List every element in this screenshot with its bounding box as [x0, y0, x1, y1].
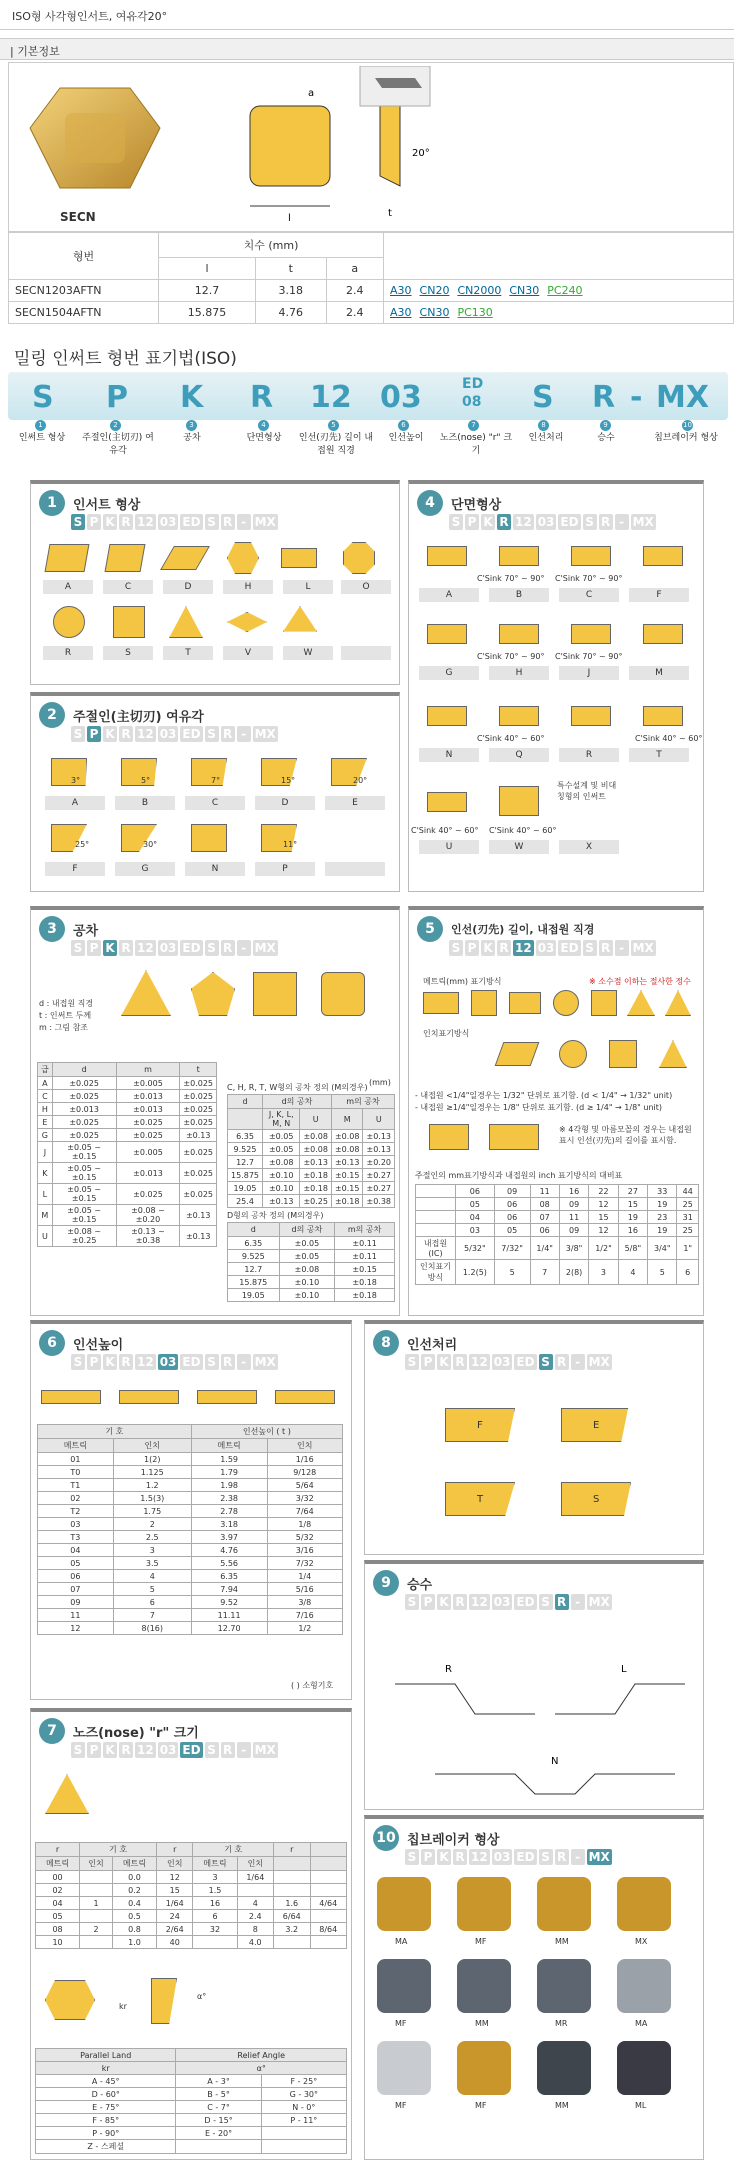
grade-link[interactable]: PC130: [457, 306, 493, 319]
panel-insert-shape: [30, 480, 400, 685]
panel-tolerance: 3 공차 S P K R 12 03 ED S R - MX d : 내접원 직경 t : 인써트 두께 m : 그림 참조 (mm) 급 d m t A ±0.025 ±0.005 ±0.025 C ±0.025 ±0.013 ±0.025 H ±0.013 ±0.013 ±0.025 E ±0.025 ±0.025 ±0.025 G ±0.025 ±0.025 ±0.13 J ±0.05 ~ ±0.15 ±0.005 ±0.025 K ±0.05 ~ ±0.15 ±0.013 ±0.025 L ±0.05 ~ ±0.15 ±0.025 ±0.025 M ±0.05 ~ ±0.15 ±0.08 ~ ±0.20 ±0.13 U ±0.08 ~ ±0.25 ±0.13 ~ ±0.38 ±0.13 C, H, R, T, W형의 공차 정의 (M의경우) d d의 공차 m의 공차 J, K, L, M, N U M U 6.35 ±0.05 ±0.08 ±0.08 ±0.13 9.525 ±0.05 ±0.08 ±0.08 ±0.13 12.7 ±0.08 ±0.13 ±0.13 ±0.20 15.875 ±0.10 ±0.18 ±0.15 ±0.27 19.05 ±0.10 ±0.18 ±0.15 ±0.27 25.4 ±0.13 ±0.25 ±0.18 ±0.38 D형의 공차 정의 (M의경우) d d의 공차 m의 공차 6.35 ±0.05 ±0.11 9.525 ±0.05 ±0.11 12.7 ±0.08 ±0.15 15.875 ±0.10 ±0.18 19.05 ±0.10 ±0.18: [30, 906, 400, 1316]
panel-edge-height: 6 인선높이 S P K R 12 03 ED S R - MX 기 호 인선높이 ( t ) 메트릭 인치 메트릭 인치 01 1(2) 1.59 1/16 T0 1.125 1.79 9/128 T1 1.2 1.98 5/64 02 1.5(3) 2.38 3/32 T2 1.75 2.78 7/64 03 2 3.18 1/8 T3 2.5 3.97 5/32 04 3 4.76 3/16 05 3.5 5.56 7/32 06 4 6.35 1/4 07 5 7.94 5/16 09 6 9.52 3/8 11 7 11.11 7/16 12 8(16) 12.70 1/2 ( ) 소형기호: [30, 1320, 352, 1700]
chipbreaker-image: [457, 1959, 511, 2013]
col-type: 형번: [9, 233, 159, 280]
step-dot: 9: [600, 420, 611, 431]
nose-radius-table: r 기 호 r 기 호 r 메트릭 인치 메트릭 인치 메트릭 인치 00 0.0 12 3 1/64 02 0.2 15 1.5 04 1 0.4 1/64 16 4 1.6 4/64 05 0.5 24 6 2.4 6/64 08 2 0.8 2/64 32 8 3.2 8/64 10 1.0 40 4.0: [35, 1842, 347, 1949]
shape-r: [53, 606, 85, 638]
shape-label: H: [223, 580, 273, 594]
chipbreaker-image: [377, 1959, 431, 2013]
code-letter: 08: [462, 394, 482, 410]
panel-nose-radius: 7 노즈(nose) "r" 크기 S P K R 12 03 ED S R - MX r 기 호 r 기 호 r 메트릭 인치 메트릭 인치 메트릭 인치 00 0.0 12 3 1/64 02 0.2 15 1.5 04 1 0.4 1/64 16 4 1.6 4/64 05 0.5 24 6 2.4 6/64 08 2 0.8 2/64 32 8 3.2 8/64 10 1.0 40 4.0 kr α° Parallel Land Relief Angle kr α° A - 45° A - 3° F - 25° D - 60° B - 5° G - 30° E - 75° C - 7° N - 0° F - 85° D - 15° P - 11° P - 90° E - 20° Z - 스페셜: [30, 1708, 352, 2160]
col-a: a: [326, 258, 383, 280]
code-letter: MX: [656, 380, 709, 415]
hand-label: R: [445, 1664, 452, 1675]
shape-label: L: [283, 580, 333, 594]
panel-number: 1: [39, 490, 65, 516]
chipbreaker-image: [617, 2041, 671, 2095]
panel-number: 2: [39, 702, 65, 728]
code-chips: S P K R 12 03 ED S R - MX: [71, 514, 278, 530]
shape-a: [45, 544, 90, 572]
code-letter: 12: [310, 380, 352, 415]
chipbreaker-image: [457, 1877, 511, 1931]
dim-t-label: t: [388, 208, 392, 219]
product-name: SECN: [60, 210, 96, 224]
step-dot: 6: [398, 420, 409, 431]
chipbreaker-image: [537, 1959, 591, 2013]
code-label: 승수: [597, 433, 615, 443]
shape-w: [283, 606, 317, 638]
code-letter: P: [106, 380, 128, 415]
col-dim: 치수 (mm): [159, 233, 384, 258]
code-label: 공차: [183, 433, 201, 443]
dimension-drawing: [200, 66, 720, 236]
step-dot: 7: [468, 420, 479, 431]
chipbreaker-image: [377, 1877, 431, 1931]
tolerance-table: 급 d m t A ±0.025 ±0.005 ±0.025 C ±0.025 ±0.013 ±0.025 H ±0.013 ±0.013 ±0.025 E ±0.025 ±0.025 ±0.025 G ±0.025 ±0.025 ±0.13 J ±0.05 ~ ±0.15 ±0.005 ±0.025 K ±0.05 ~ ±0.15 ±0.013 ±0.025 L ±0.05 ~ ±0.15 ±0.025 ±0.025 M ±0.05 ~ ±0.15 ±0.08 ~ ±0.20 ±0.13 U ±0.08 ~ ±0.25 ±0.13 ~ ±0.38 ±0.13: [37, 1062, 217, 1247]
panel-hand: 9 승수 S P K R 12 03 ED S R - MX R L N: [364, 1560, 704, 1810]
insert-image: [20, 68, 170, 208]
dim-angle-label: 20°: [412, 148, 430, 159]
chipbreaker-image: [617, 1959, 671, 2013]
step-dot: 8: [538, 420, 549, 431]
panel-clearance-angle: 2 주절인(主切刃) 여유각 S P K R 12 03 ED S R - MX 3° 5° 7° 15° 20° A B C D E 25° 30° 11° F G N P: [30, 692, 400, 892]
code-label: 인선높이: [388, 433, 424, 443]
code-label: 노즈(nose) "r" 크기: [439, 433, 513, 456]
panel-edge-length: 5 인선(刃先) 길이, 내접원 직경 S P K R 12 03 ED S R - MX 메트릭(mm) 표기방식 ※ 소수점 이하는 절사한 정수 인치표기방식 - 내접원 <1/4"일경우는 1/32" 단위로 표기함. (d < 1/4" → 1/32" unit) - 내접원 ≥1/4"일경우는 1/8" 단위로 표기함. (d ≥ 1/4" → 1/8" unit) ※ 4각형 및 마름모꼴의 경우는 내접원 표시 인선(刃先)의 길이를 표시함. 주절인의 mm표기방식과 내접원의 inch 표기방식의 대비표 06 09 11 16 22 27 33 44 05 06 08 09 12 15 19 25 04 06 07 11 15 19 23 31 03 05 06 09 12 16 19 25 내접원(IC) 5/32" 7/32" 1/4" 3/8" 1/2" 5/8" 3/4" 1" 인치표기방식 1.2(5) 5 7 2(8) 3 4 5 6: [408, 906, 704, 1316]
grade-link[interactable]: A30: [390, 284, 412, 297]
step-dot: 2: [110, 420, 121, 431]
panel-edge-prep: 8 인선처리 S P K R 12 03 ED S R - MX F E T S: [364, 1320, 704, 1555]
code-label: 인선처리: [528, 433, 564, 443]
chipbreaker-image: [377, 2041, 431, 2095]
shape-label: S: [103, 646, 153, 660]
panel-title: 주절인(主切刃) 여유각: [73, 709, 204, 725]
code-letter: -: [630, 380, 643, 415]
iso-title: 밀링 인써트 형번 표기법(ISO): [14, 349, 237, 369]
shape-d: [160, 546, 210, 570]
panel-chipbreaker: 10 칩브레이커 형상 S P K R 12 03 ED S R - MX MA MF MM MX MF MM MR MA MF MF MM ML: [364, 1815, 704, 2160]
code-letter: R: [250, 380, 274, 415]
shape-o: [343, 542, 375, 574]
code-label: 주절인(主切刃) 여유각: [82, 433, 154, 456]
code-label: 인써트 형상: [18, 433, 66, 443]
code-letter: 03: [380, 380, 422, 415]
panel-title: 인서트 형상: [73, 497, 141, 513]
step-dot: 4: [258, 420, 269, 431]
shape-l: [281, 548, 317, 568]
edge-length-table: 06 09 11 16 22 27 33 44 05 06 08 09 12 15 19 25 04 06 07 11 15 19 23 31 03 05 06 09 12 16 19 25 내접원(IC) 5/32" 7/32" 1/4" 3/8" 1/2" 5/8" 3/4" 1" 인치표기방식 1.2(5) 5 7 2(8) 3 4 5 6: [415, 1184, 699, 1285]
code-letter: S: [32, 380, 54, 415]
chipbreaker-image: [537, 1877, 591, 1931]
page-header: [0, 0, 734, 30]
step-dot: 1: [35, 420, 46, 431]
col-t: t: [255, 258, 326, 280]
chipbreaker-image: [457, 2041, 511, 2095]
chipbreaker-image: [617, 1877, 671, 1931]
code-label: 단면형상: [246, 433, 282, 443]
dimensions-table: [8, 232, 734, 324]
shape-s: [113, 606, 145, 638]
shape-label: T: [163, 646, 213, 660]
land-relief-table: Parallel Land Relief Angle kr α° A - 45° A - 3° F - 25° D - 60° B - 5° G - 30° E - 75° C - 7° N - 0° F - 85° D - 15° P - 11° P - 90° E - 20° Z - 스페셜: [35, 2048, 347, 2154]
shape-v: [227, 612, 267, 632]
code-letter: S: [532, 380, 554, 415]
shape-label: [341, 646, 391, 660]
grade-link[interactable]: CN30: [509, 284, 540, 297]
code-letter: K: [180, 380, 204, 415]
shape-label: W: [283, 646, 333, 660]
dim-l-label: l: [288, 213, 291, 224]
step-dot: 5: [328, 420, 339, 431]
shape-h: [227, 542, 259, 574]
step-dot: 3: [186, 420, 197, 431]
grade-link[interactable]: CN30: [419, 306, 450, 319]
grade-link[interactable]: PC240: [547, 284, 583, 297]
grade-link[interactable]: A30: [390, 306, 412, 319]
hand-label: N: [551, 1756, 559, 1767]
shape-label: D: [163, 580, 213, 594]
shape-label: C: [103, 580, 153, 594]
code-label: 인선(刃先) 길이 내접원 직경: [298, 433, 374, 456]
code-label: 칩브레이커 형상: [654, 433, 718, 443]
shape-label: V: [223, 646, 273, 660]
page-title: ISO형 사각형인서트, 여유각20°: [12, 10, 168, 23]
code-chips: S P K R 12 03 ED S R - MX: [71, 726, 278, 742]
grade-link[interactable]: CN20: [419, 284, 450, 297]
panel-cross-section: 4 단면형상 S P K R 12 03 ED S R - MX C'Sink 70° ~ 90° C'Sink 70° ~ 90° A B C F C'Sink 70° ~ 90° C'Sink 70° ~ 90° G H J M C'Sink 40° ~ 60° C'Sink 40° ~ 60° N Q R T 특수설계 및 비대칭형의 인써트 C'Sink 40° ~ 60° C'Sink 40° ~ 60° U W X: [408, 480, 704, 892]
step-dot: 10: [683, 421, 692, 429]
section-label: | 기본정보: [0, 38, 734, 60]
shape-c: [105, 544, 146, 572]
shape-label: A: [43, 580, 93, 594]
shape-t: [169, 606, 203, 638]
shape-label: O: [341, 580, 391, 594]
table-row: SECN1504AFTN 15.875 4.76 2.4 A30 CN30 PC130: [9, 302, 734, 324]
edge-height-table: 기 호 인선높이 ( t ) 메트릭 인치 메트릭 인치 01 1(2) 1.59 1/16 T0 1.125 1.79 9/128 T1 1.2 1.98 5/64 02 1.5(3) 2.38 3/32 T2 1.75 2.78 7/64 03 2 3.18 1/8 T3 2.5 3.97 5/32 04 3 4.76 3/16 05 3.5 5.56 7/32 06 4 6.35 1/4 07 5 7.94 5/16 09 6 9.52 3/8 11 7 11.11 7/16 12 8(16) 12.70 1/2: [37, 1424, 343, 1635]
table-row: SECN1203AFTN 12.7 3.18 2.4 A30 CN20 CN2000 CN30 PC240: [9, 280, 734, 302]
code-letter: R: [592, 380, 616, 415]
shape-label: R: [43, 646, 93, 660]
code-letter: ED: [462, 376, 484, 392]
grade-link[interactable]: CN2000: [457, 284, 502, 297]
col-l: l: [159, 258, 256, 280]
hand-label: L: [621, 1664, 627, 1675]
chipbreaker-image: [537, 2041, 591, 2095]
dim-a-label: a: [308, 88, 315, 99]
